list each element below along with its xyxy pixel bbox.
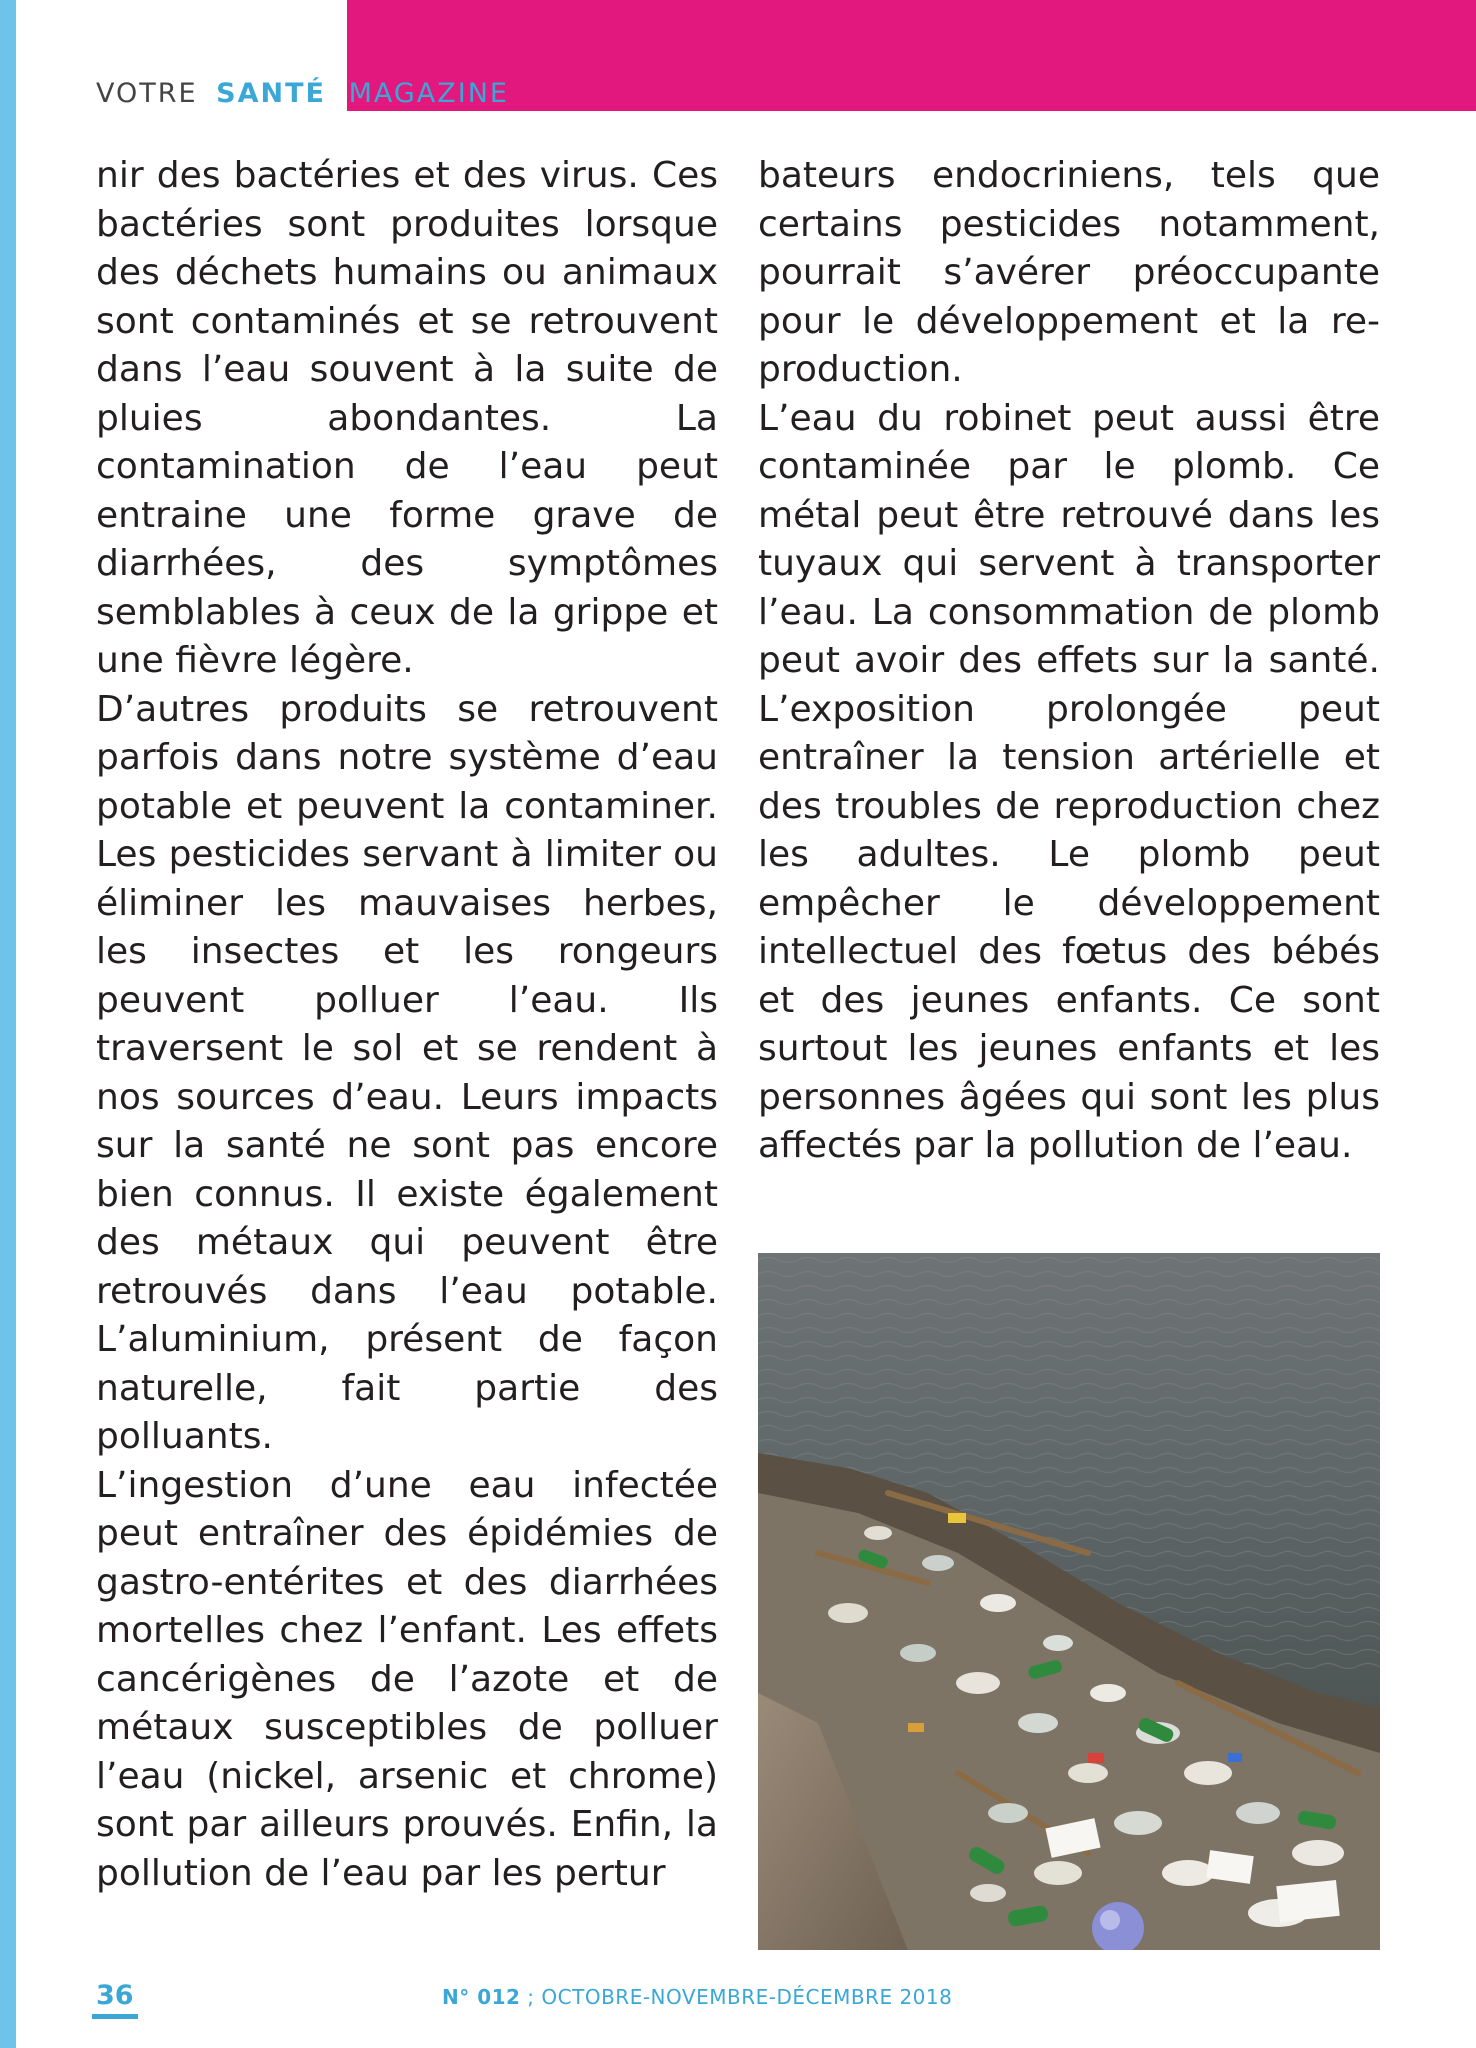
issue-date: ; OCTOBRE-NOVEMBRE-DÉCEMBRE 2018 [520, 1985, 953, 2009]
magazine-masthead [96, 78, 509, 110]
article-column-left [96, 152, 718, 1898]
paragraph: L’eau du robinet peut aussi être contaminée par le plomb. Ce métal peut être retrouvé dans les tuyaux qui servent à transporter l’eau. La consommation de plomb peut avoir des effets sur la santé. L’exposition prolongée peut entraîner la tension artérielle et des troubles de reproduction chez les adultes. Le plomb peut empêcher le développement intellectuel des fœtus des bébés et des jeunes enfants. Ce sont surtout les jeunes enfants et les personnes âgées qui sont les plus affectés par la pollution de l’eau. [758, 397, 1380, 1166]
page-number: 36 [96, 1980, 134, 2011]
masthead-votre: VOTRE [96, 78, 198, 109]
masthead-sante: SANTÉ [216, 78, 326, 109]
paragraph: D’autres produits se retrouvent parfois dans notre système d’eau potable et peuvent la contaminer. Les pesticides servant à limiter ou éliminer les mauvaises herbes, les insectes et les rongeurs peuvent polluer l’eau. Ils traversent le sol et se rendent à nos sources d’eau. Leurs impacts sur la santé ne sont pas encore bien connus. Il existe également des métaux qui peuvent être retrouvés dans l’eau potable. L’aluminium, présent de façon naturelle, fait partie des polluants. [96, 688, 718, 1457]
paragraph: nir des bactéries et des virus. Ces bactéries sont produites lorsque des déchets humains ou animaux sont contaminés et se retrouvent dans l’eau souvent à la suite de pluies abondantes. La contamination de l’eau peut entraine une forme grave de diarrhées, des symptômes semblables à ceux de la grippe et une fièvre légère. [96, 155, 718, 681]
left-accent-bar [0, 0, 16, 2048]
header-color-band [347, 0, 1476, 111]
article-column-right [758, 152, 1380, 1171]
issue-line [442, 1984, 952, 2010]
polluted-shore-photo [758, 1253, 1380, 1950]
paragraph: bateurs endocriniens, tels que certains pesticides notamment, pourrait s’avérer préoccupante pour le développement et la reproduction. [758, 155, 1380, 390]
masthead-magazine: MAGAZINE [348, 78, 509, 109]
issue-number: N° 012 [442, 1985, 521, 2009]
page-number-underline [92, 2014, 138, 2019]
paragraph: L’ingestion d’une eau infectée peut entraîner des épidémies de gastro-entérites et des diarrhées mortelles chez l’enfant. Les effets cancérigènes de l’azote et de métaux susceptibles de polluer l’eau (nickel, arsenic et chrome) sont par ailleurs prouvés. Enfin, la pollution de l’eau par les pertur [96, 1464, 718, 1894]
